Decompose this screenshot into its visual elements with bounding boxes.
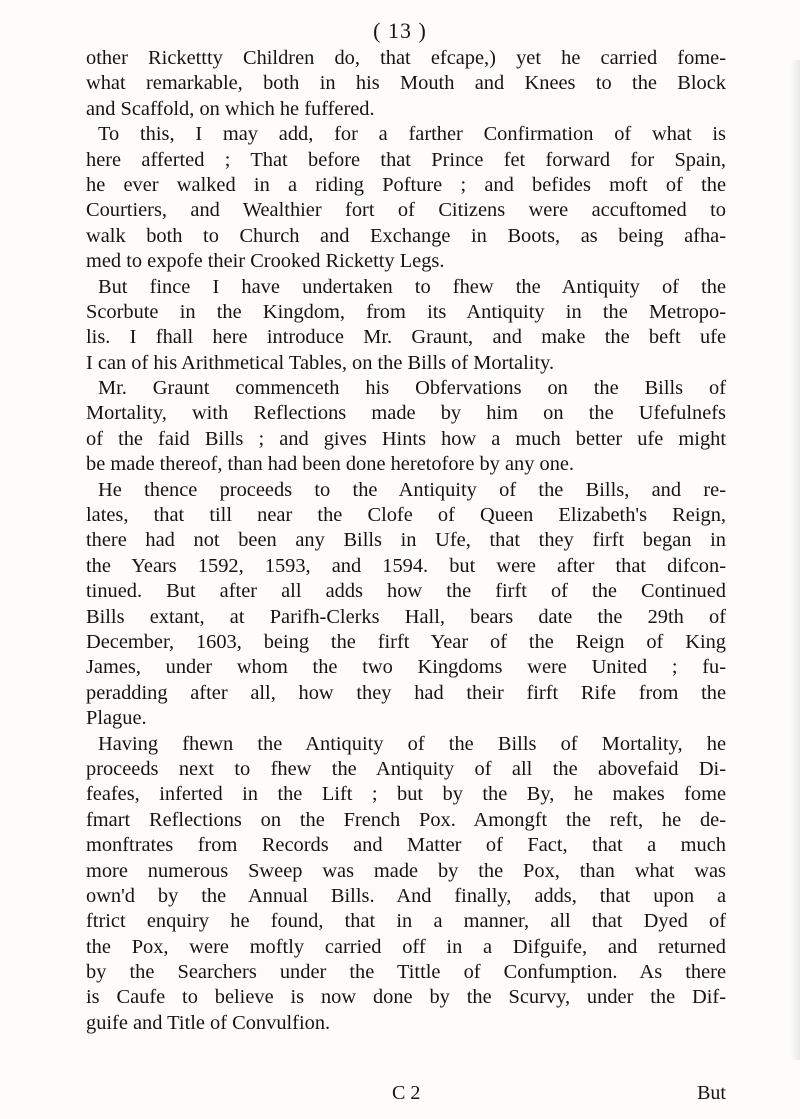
text-line: December, 1603, being the firft Year of the Reign of King <box>86 630 726 653</box>
page-gutter-shadow <box>790 60 800 1060</box>
page-footer <box>86 1082 726 1108</box>
text-line: fmart Reflections on the French Pox. Amongft the reft, he de- <box>86 808 726 831</box>
text-line: I can of his Arithmetical Tables, on the Bills of Mortality. <box>86 351 555 374</box>
text-line: Scorbute in the Kingdom, from its Antiquity in the Metropo- <box>86 300 726 323</box>
text-line: by the Searchers under the Tittle of Confumption. As there <box>86 961 726 984</box>
text-line: there had not been any Bills in Ufe, that they firft began in <box>86 529 726 552</box>
text-line: He thence proceeds to the Antiquity of the Bills, and re- <box>98 478 726 501</box>
text-line: tinued. But after all adds how the firft of the Continued <box>86 580 726 603</box>
text-line: what remarkable, both in his Mouth and Knees to the Block <box>86 72 726 95</box>
text-line: Mr. Graunt commenceth his Obfervations on the Bills of <box>98 377 726 400</box>
text-line: more numerous Sweep was made by the Pox, than what was <box>86 859 726 882</box>
text-line: Courtiers, and Wealthier fort of Citizens were accuftomed to <box>86 199 726 222</box>
text-line: here afferted ; That before that Prince fet forward for Spain, <box>86 148 726 171</box>
text-line: walk both to Church and Exchange in Boots, as being afha- <box>86 224 726 247</box>
text-line: Mortality, with Reflections made by him on the Ufefulnefs <box>86 402 726 425</box>
text-line: med to expofe their Crooked Ricketty Legs. <box>86 250 445 273</box>
text-line: be made thereof, than had been done heretofore by any one. <box>86 453 575 476</box>
text-line: guife and Title of Convulfion. <box>86 1011 331 1034</box>
text-line: monftrates from Records and Matter of Fact, that a much <box>86 834 726 857</box>
text-line: But fince I have undertaken to fhew the Antiquity of the <box>98 275 726 298</box>
text-body <box>86 46 726 1036</box>
text-line: lates, that till near the Clofe of Queen Elizabeth's Reign, <box>86 504 726 527</box>
text-line: Plague. <box>86 707 147 730</box>
text-line: other Rickettty Children do, that efcape,) yet he carried fome- <box>86 47 726 69</box>
text-line: he ever walked in a riding Pofture ; and befides moft of the <box>86 173 726 196</box>
text-line: ftrict enquiry he found, that in a manner, all that Dyed of <box>86 910 726 933</box>
text-line: To this, I may add, for a farther Confirmation of what is <box>98 123 726 146</box>
text-line: the Pox, were moftly carried off in a Difguife, and returned <box>86 935 726 958</box>
page-number: ( 13 ) <box>373 18 427 43</box>
text-line: is Caufe to believe is now done by the Scurvy, under the Dif- <box>86 986 726 1009</box>
text-line: proceeds next to fhew the Antiquity of all the abovefaid Di- <box>86 757 726 780</box>
text-line: lis. I fhall here introduce Mr. Graunt, and make the beft ufe <box>86 326 726 349</box>
text-line: and Scaffold, on which he fuffered. <box>86 97 375 120</box>
text-line: own'd by the Annual Bills. And finally, adds, that upon a <box>86 884 726 907</box>
signature-mark: C 2 <box>392 1082 421 1104</box>
text-line: the Years 1592, 1593, and 1594. but were after that difcon- <box>86 554 726 577</box>
text-line: Having fhewn the Antiquity of the Bills of Mortality, he <box>98 732 726 755</box>
text-line: Bills extant, at Parifh-Clerks Hall, bears date the 29th of <box>86 605 726 628</box>
text-line: of the faid Bills ; and gives Hints how a much better ufe might <box>86 427 726 450</box>
text-line: James, under whom the two Kingdoms were United ; fu- <box>86 656 726 679</box>
text-line: peradding after all, how they had their firft Rife from the <box>86 681 726 704</box>
text-line: feafes, inferted in the Lift ; but by the By, he makes fome <box>86 783 726 806</box>
catchword: But <box>697 1082 726 1104</box>
